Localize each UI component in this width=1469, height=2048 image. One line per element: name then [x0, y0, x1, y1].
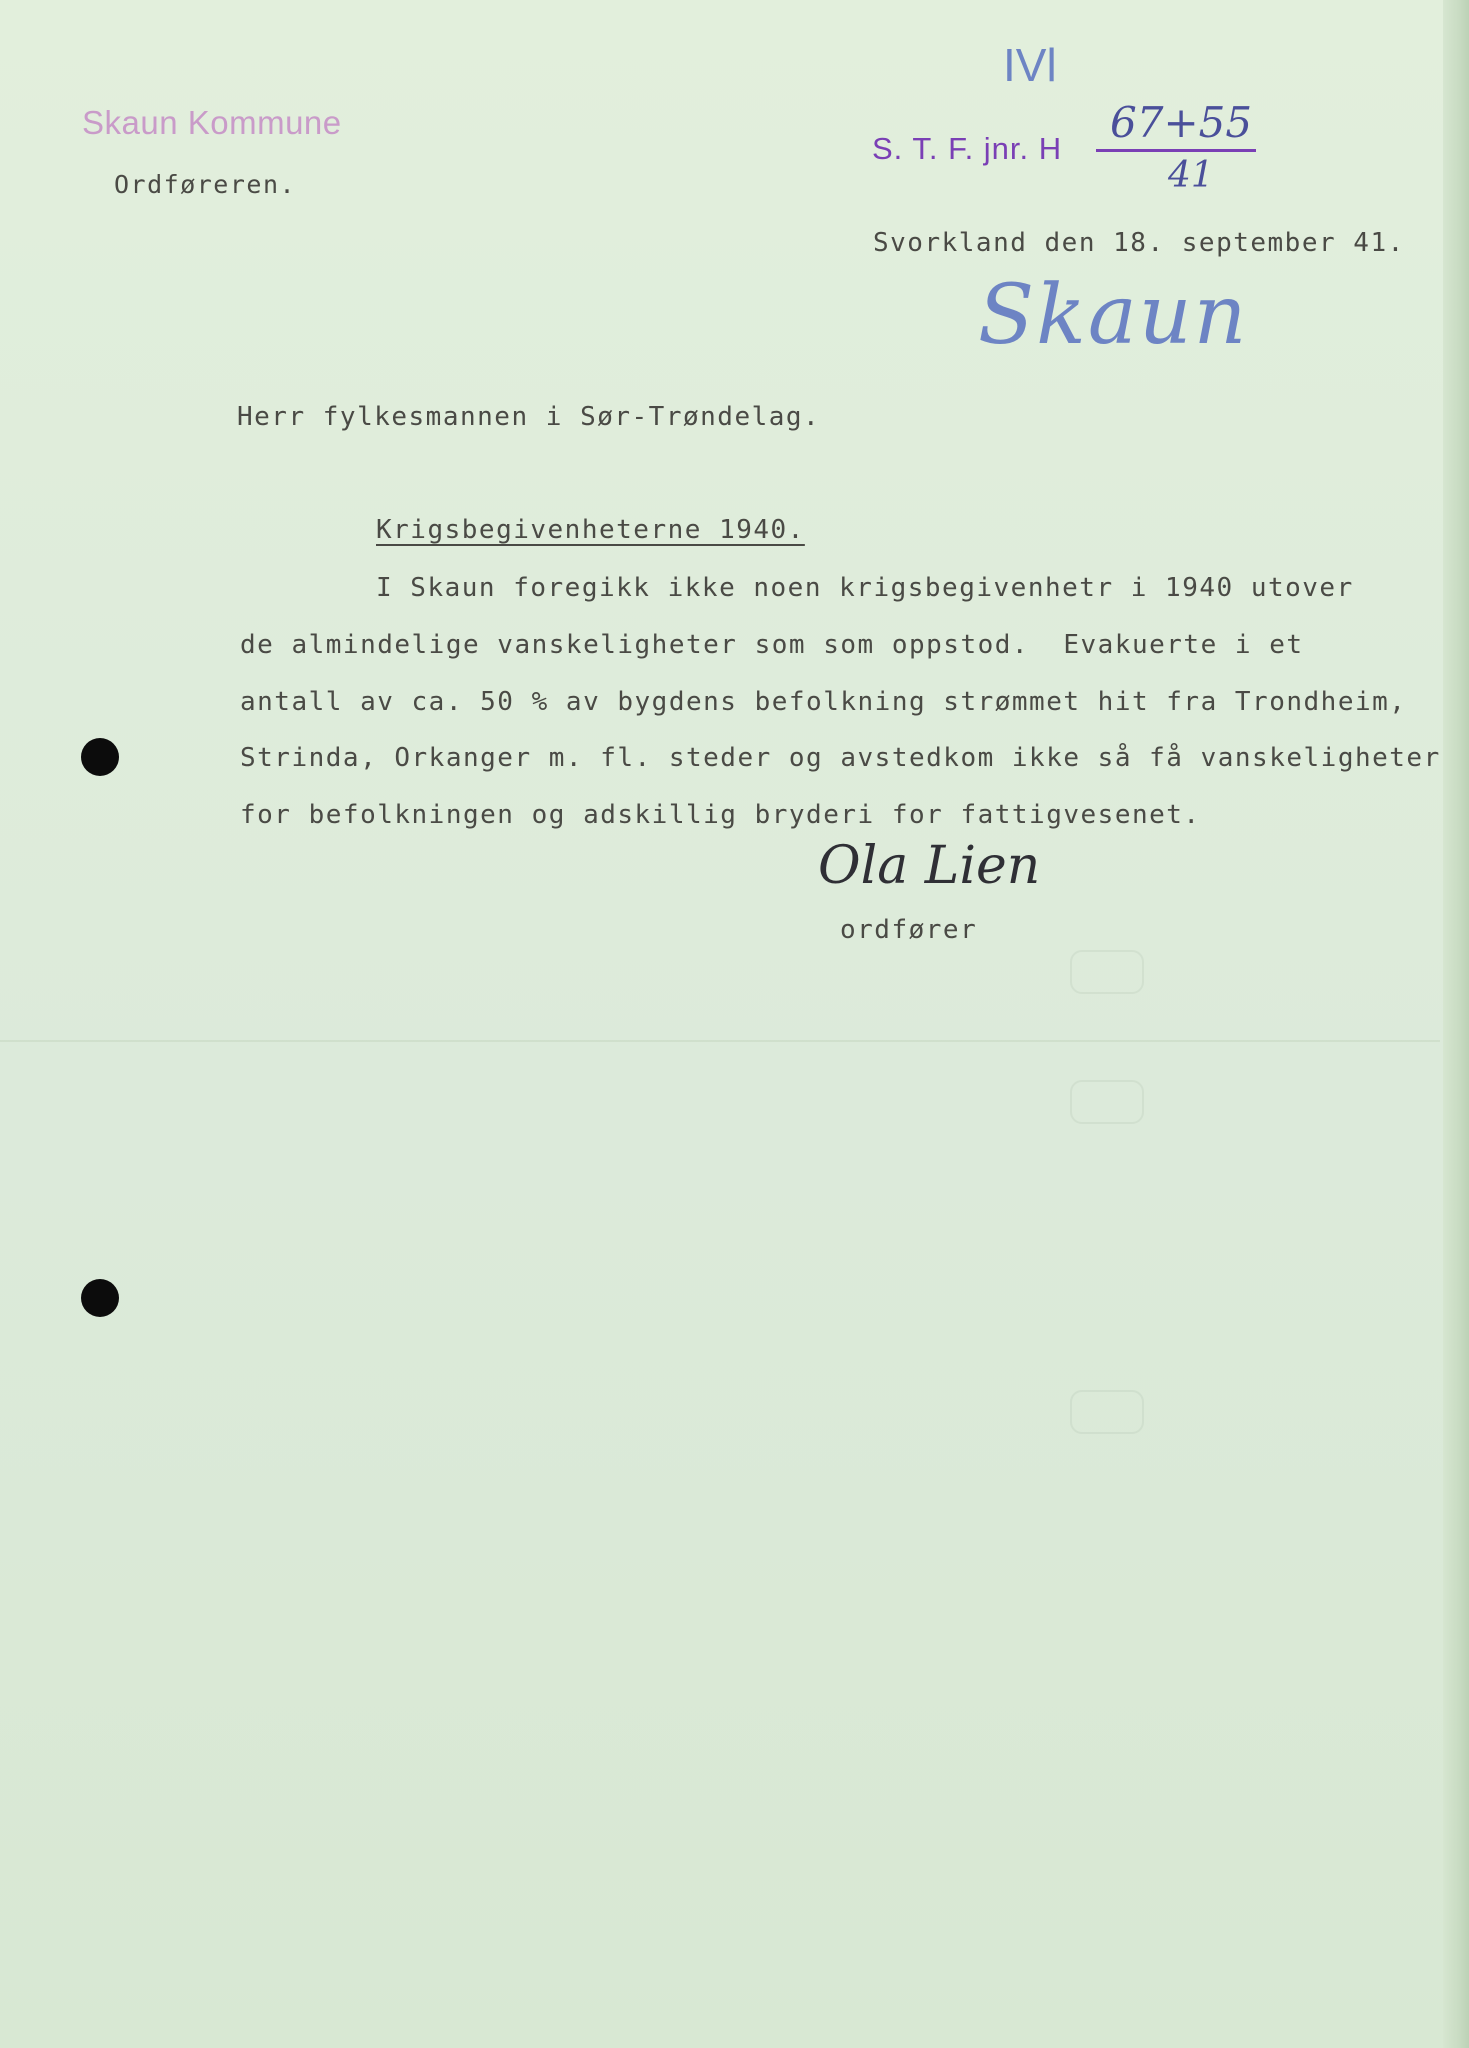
signature: Ola Lien — [818, 836, 1041, 896]
body-line: Strinda, Orkanger m. fl. steder og avstedkom ikke så få vanskeligheter — [240, 743, 1441, 773]
bleed-through-mark — [1070, 950, 1144, 994]
handwritten-place: Skaun — [978, 268, 1249, 363]
paper-fold — [0, 1040, 1440, 1042]
paper-edge — [1443, 0, 1469, 2048]
office-title: Ordføreren. — [114, 170, 297, 199]
journal-stamp-underline — [1096, 149, 1256, 152]
journal-year-handwritten: 41 — [1168, 155, 1214, 196]
journal-mark-handwritten: IVl — [1003, 39, 1057, 91]
bleed-through-mark — [1070, 1080, 1144, 1124]
journal-stamp-label: S. T. F. jnr. H — [872, 131, 1063, 166]
subject-heading: Krigsbegivenheterne 1940. — [376, 515, 805, 545]
recipient-line: Herr fylkesmannen i Sør-Trøndelag. — [237, 402, 821, 432]
body-line: de almindelige vanskeligheter som som oppstod. Evakuerte i et — [240, 630, 1304, 660]
punch-hole — [81, 738, 119, 776]
punch-hole — [81, 1279, 119, 1317]
body-line: for befolkningen og adskillig bryderi for fattigvesenet. — [240, 800, 1201, 830]
place-date: Svorkland den 18. september 41. — [873, 228, 1405, 258]
bleed-through-mark — [1070, 1390, 1144, 1434]
municipality-stamp: Skaun Kommune — [82, 104, 342, 141]
signature-title: ordfører — [840, 915, 978, 945]
body-line: I Skaun foregikk ikke noen krigsbegivenhetr i 1940 utover — [376, 573, 1354, 603]
body-line: antall av ca. 50 % av bygdens befolkning strømmet hit fra Trondheim, — [240, 687, 1407, 717]
journal-number-handwritten: 67+55 — [1110, 98, 1253, 147]
